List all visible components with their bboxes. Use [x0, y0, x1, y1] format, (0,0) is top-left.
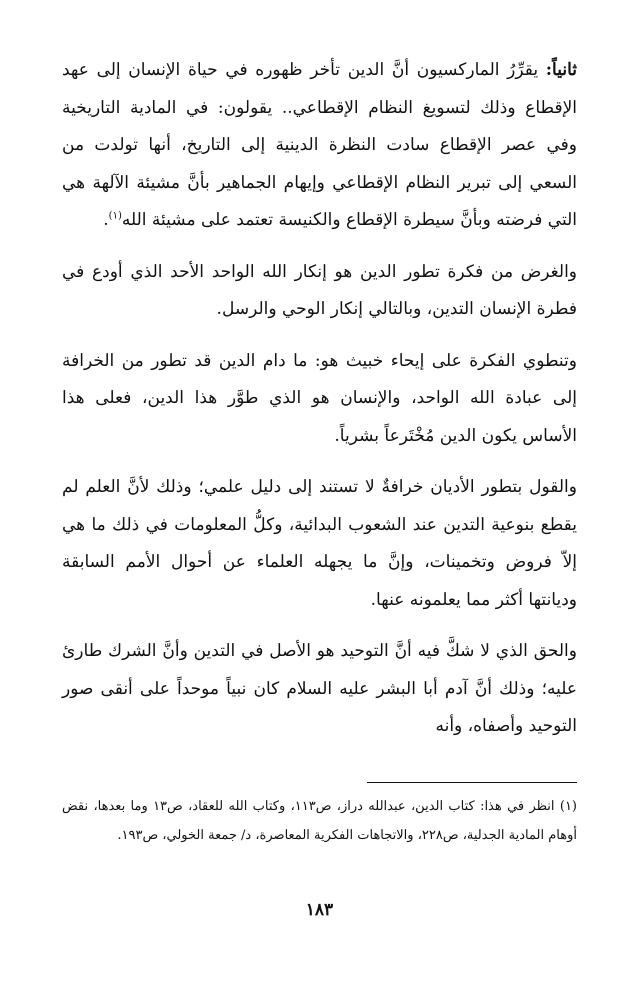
footnote-divider: [367, 782, 577, 783]
paragraph-3: وتنطوي الفكرة على إيحاء خبيث هو: ما دام الدين قد تطور من الخرافة إلى عبادة الله الواحد، والإنسان هو الذي طوَّر هذا الدين، فعلى هذا الأساس يكون الدين مُخْتَرعاً بشرياً.: [62, 350, 577, 446]
paragraph-4: والقول بتطور الأديان خرافةٌ لا تستند إلى دليل علمي؛ وذلك لأنَّ العلم لم يقطع بنوعية التدين عند الشعوب البدائية، وكلُّ المعلومات في ذلك ما هي إلاّ فروض وتخمينات، وإنَّ ما يجهله العلماء عن أحوال الأمم السابقة وديانتها أكثر مما يعلمونه عنها.: [62, 477, 577, 610]
paragraph-tail: .: [103, 210, 109, 230]
paragraph-5: والحق الذي لا شكَّ فيه أنَّ التوحيد هو الأصل في التدين وأنَّ الشرك طارئ عليه؛ وذلك أنَّ آدم أبا البشر عليه السلام كان نبياً موحداً على أنقى صور التوحيد وأصفاه، وأنه: [62, 641, 577, 736]
paragraph-1: [62, 52, 577, 240]
footnote-reference: (١): [108, 210, 122, 222]
page-number: ١٨٣: [305, 900, 334, 920]
footnote: (١) انظر في هذا: كتاب الدين، عبدالله دراز، ص١١٣، وكتاب الله للعقاد، ص١٣ وما بعدها، نقض أوهام المادية الجدلية، ص٢٢٨، والاتجاهات الفكرية المعاصرة، د/ جمعة الخولي، ص١٩٣.: [62, 799, 577, 843]
paragraph-lead: ثانياً:: [545, 60, 577, 80]
paragraph-text: يقرِّرُ الماركسيون أنَّ الدين تأخر ظهوره في حياة الإنسان إلى عهد الإقطاع وذلك لتسويغ النظام الإقطاعي.. يقولون: في المادية التاريخية وفي عصر الإقطاع سادت النظرة الدينية إلى التاريخ، أنها تولدت من السعي إلى تبرير النظام الإقطاعي وإيهام الجماهير بأنَّ مشيئة الآلهة هي التي فرضته وبأنَّ سيطرة الإقطاع والكنيسة تعتمد على مشيئة الله: [62, 60, 577, 230]
paragraph-2: والغرض من فكرة تطور الدين هو إنكار الله الواحد الأحد الذي أودع في فطرة الإنسان التدين، وبالتالي إنكار الوحي والرسل.: [62, 261, 577, 319]
body-text: [62, 52, 577, 746]
